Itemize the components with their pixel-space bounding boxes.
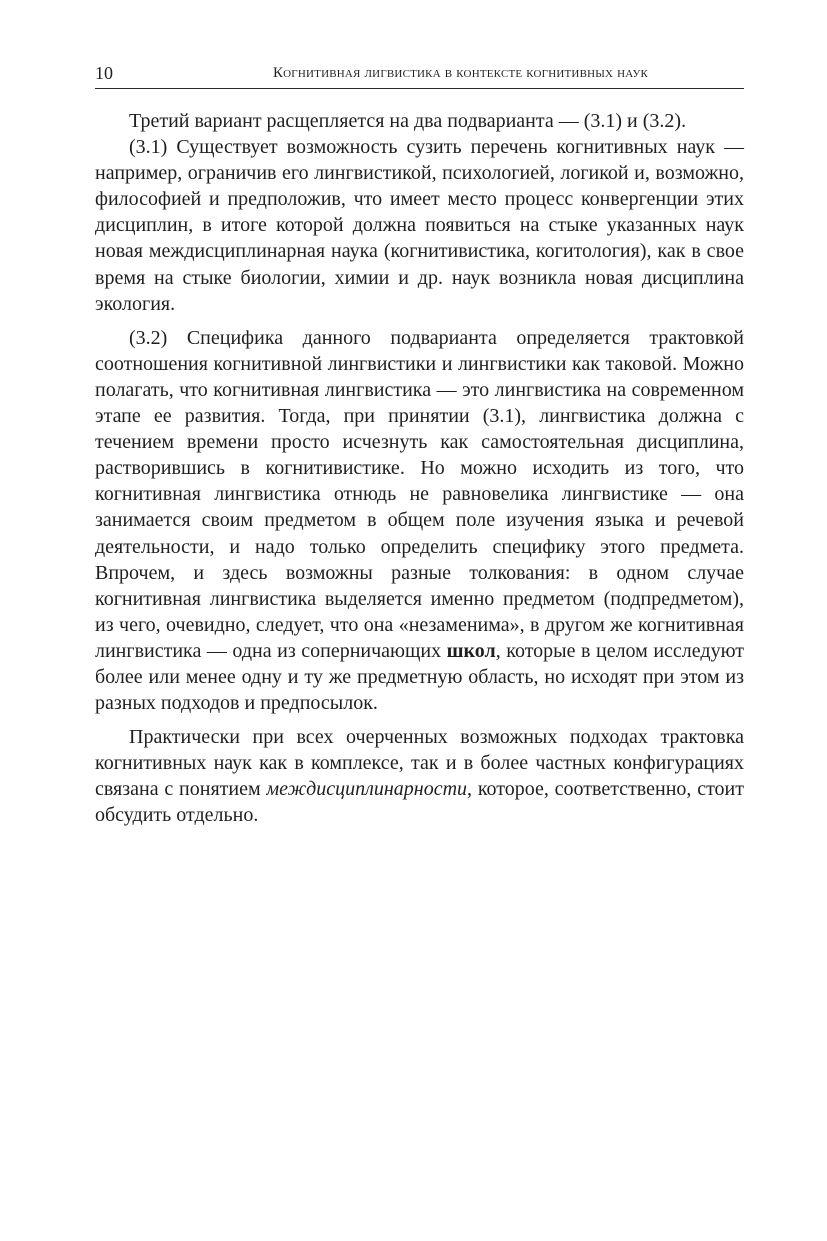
paragraph-3-2-tail: , которые в целом исследуют более или менее одну и ту же предметную область, но исходят при этом из разных подходов и предпосылок. [95, 639, 744, 715]
text-body [95, 108, 744, 829]
paragraph-3-2-text: (3.2) Специфика данного подварианта определяется трактовкой соотношения когнитивной лингвистики и лингвистики как таковой. Можно полагать, что когнитивная лингвистика — это лингвистика на современном этапе ее развития. Тогда, при принятии (3.1), лингвистика должна с течением времени просто исчезнуть как самостоятельная дисциплина, растворившись в когнитивистике. Но можно исходить из того, что когнитивная лингвистика отнюдь не равновелика лингвистике — она занимается своим предметом в общем поле изучения языка и речевой деятельности, и надо только определить специфику этого предмета. Впрочем, и здесь возможны разные толкования: в одном случае когнитивная лингвистика выделяется именно предметом (подпредметом), из чего, очевидно, следует, что она «незаменима», в другом же когнитивная лингвистика — одна из соперничающих [95, 326, 744, 662]
paragraph-conclusion-text: Практически при всех очерченных возможных подходах трактовка когнитивных наук как в комплексе, так и в более частных конфигурациях связана с понятием [95, 726, 744, 801]
paragraph-1: Третий вариант расщепляется на два подварианта — (3.1) и (3.2). [129, 110, 687, 132]
paragraph-conclusion [95, 724, 744, 828]
paragraph-3-1: (3.1) Существует возможность сузить перечень когнитивных наук — например, ограничив его лингвистикой, психологией, логикой и, возможно, философией и предположив, что имеет место процесс конвергенции этих дисциплин, в итоге которой должна появиться на стыке указанных наук новая междисциплинарная наука (когнитивистика, когитология), как в свое время на стыке биологии, химии и др. наук возникла новая дисциплина экология. [95, 136, 744, 315]
paragraph-3-2 [95, 325, 744, 716]
running-title: Когнитивная лигвистика в контексте когнитивных наук [272, 65, 648, 81]
bold-term-schools: школ [446, 639, 496, 662]
italic-term-interdisciplinarity: междисциплинарности [266, 778, 468, 801]
paragraph-conclusion-tail: , которое, соответственно, стоит обсудить отдельно. [95, 778, 744, 827]
running-head [95, 62, 744, 89]
page-number: 10 [95, 63, 113, 83]
